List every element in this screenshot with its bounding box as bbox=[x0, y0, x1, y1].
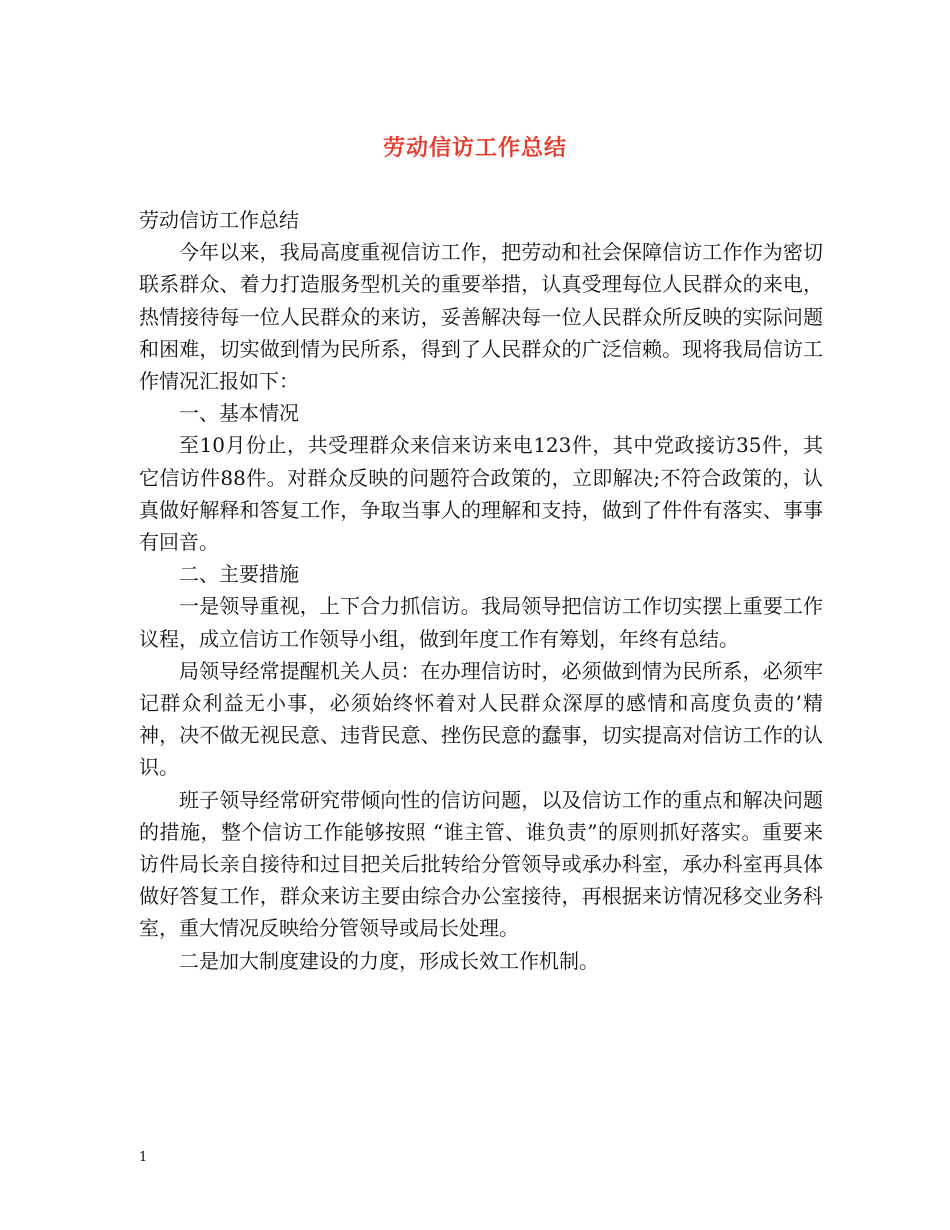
paragraph-leadership-research: 班子领导经常研究带倾向性的信访问题，以及信访工作的重点和解决问题的措施，整个信访工作能够按照 “谁主管、谁负责”的原则抓好落实。重要来访件局长亲自接待和过目把关后批转给分管领导或承办科室，承办科室再具体做好答复工作，群众来访主要由综合办公室接待，再根据来访情况移交业务科室，重大情况反映给分管领导或局长处理。 bbox=[139, 787, 823, 941]
paragraph-leadership-reminder: 局领导经常提醒机关人员：在办理信访时，必须做到情为民所系，必须牢记群众利益无小事，必须始终怀着对人民群众深厚的感情和高度负责的’精神，决不做无视民意、违背民意、挫伤民意的蠢事，切实提高对信访工作的认识。 bbox=[139, 658, 823, 780]
page-number: 1 bbox=[139, 1150, 148, 1165]
paragraph-intro: 今年以来，我局高度重视信访工作，把劳动和社会保障信访工作作为密切联系群众、着力打造服务型机关的重要举措，认真受理每位人民群众的来电，热情接待每一位人民群众的来访，妥善解决每一位人民群众所反映的实际问题和困难，切实做到情为民所系，得到了人民群众的广泛信赖。现将我局信访工作情况汇报如下： bbox=[139, 240, 823, 394]
section-heading-main-measures: 二、主要措施 bbox=[179, 562, 299, 587]
paragraph-statistics: 至10月份止，共受理群众来信来访来电123件，其中党政接访35件，其它信访件88件。对群众反映的问题符合政策的，立即解决;不符合政策的，认真做好解释和答复工作，争取当事人的理解和支持，做到了件件有落实、事事有回音。 bbox=[139, 433, 823, 555]
paragraph-subtitle: 劳动信访工作总结 bbox=[139, 208, 299, 232]
document-title: 劳动信访工作总结 bbox=[382, 135, 567, 161]
section-heading-basic-situation: 一、基本情况 bbox=[179, 401, 299, 426]
paragraph-measure-two: 二是加大制度建设的力度，形成长效工作机制。 bbox=[179, 948, 599, 973]
document-body bbox=[139, 204, 823, 977]
paragraph-measure-one: 一是领导重视，上下合力抓信访。我局领导把信访工作切实摆上重要工作议程，成立信访工作领导小组，做到年度工作有筹划，年终有总结。 bbox=[139, 594, 823, 651]
